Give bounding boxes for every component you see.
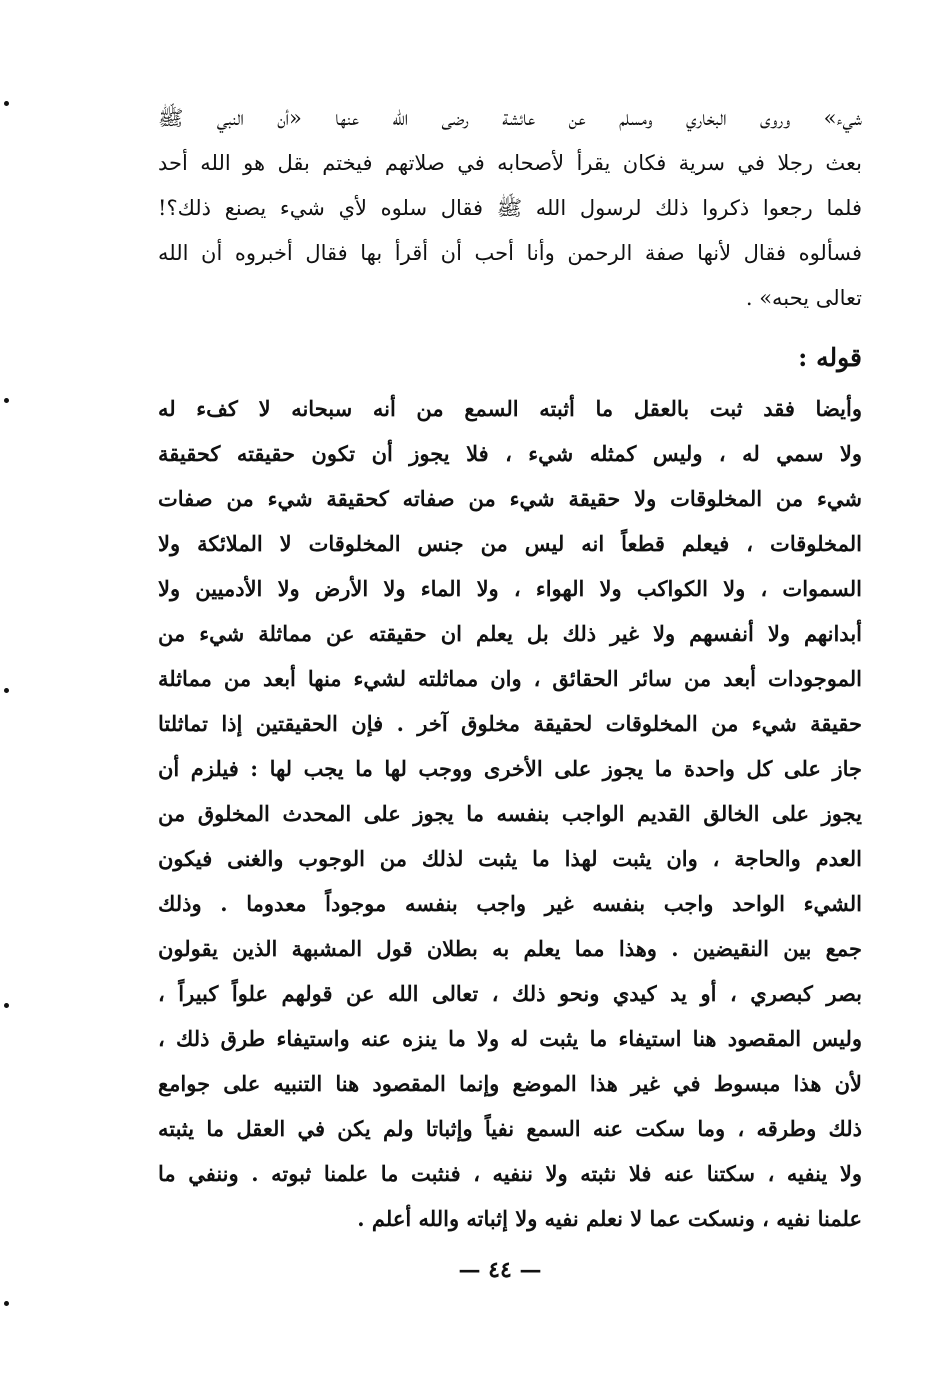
text-line: الموجودات أبعد من سائر الحقائق ، وان مماثلته لشيء منها أبعد من مماثلة [158,666,862,691]
text-line: المخلوقات ، فيعلم قطعاً انه ليس من جنس المخلوقات لا الملائكة ولا [158,531,862,556]
scan-speck [4,1301,9,1306]
text-line: حقيقة شيء من المخلوقات لحقيقة مخلوق آخر . فإن الحقيقتين إذا تماثلتا [158,711,862,736]
text-line: فسألوه فقال لأنها صفة الرحمن وأنا أحب أن أقرأ بها فقال أخبروه أن الله [158,241,862,265]
text-line: وأيضا فقد ثبت بالعقل ما أثبته السمع من أنه سبحانه لا كفء له [158,396,862,421]
scan-speck [4,1003,9,1008]
text-line: ولا سمي له ، وليس كمثله شيء ، فلا يجوز أن تكون حقيقته كحقيقة [158,441,862,466]
intro-paragraph [158,96,862,321]
text-line: بعث رجلا في سرية فكان يقرأ لأصحابه في صلاتهم فيختم بقل هو الله أحد [158,151,862,175]
text-line: بصر كبصري ، أو يد كيدي ونحو ذلك ، تعالى الله عن قولهم علواً كبيراً ، [158,981,862,1006]
text-line: جاز على كل واحدة ما يجوز على الأخرى ووجب لها ما يجب لها : فيلزم أن [158,756,862,781]
section-heading: قوله : [798,343,862,372]
text-line: أبدانهم ولا أنفسهم ولا غير ذلك بل يعلم ان حقيقته عن مماثلة شيء من [158,621,862,646]
text-line: ذلك وطرقه ، وما سكت عنه السمع نفياً وإثباتا ولم يكن في العقل ما يثبته [158,1116,862,1141]
text-line: يجوز على الخالق القديم الواجب بنفسه ما يجوز على المحدث المخلوق من [158,801,862,826]
text-line: السموات ، ولا الكواكب ولا الهواء ، ولا الماء ولا الأرض ولا الأدميين ولا [158,576,862,601]
main-paragraph [158,386,862,1241]
page-number: — ٤٤ — [458,1257,542,1283]
text-line: جمع بين النقيضين . وهذا مما يعلم به بطلان قول المشبهة الذين يقولون [158,936,862,961]
scan-speck [4,398,9,403]
text-line: ولا ينفيه ، سكتنا عنه فلا نثبته ولا ننفيه ، فنثبت ما علمنا ثبوته . وننفي ما [158,1161,862,1186]
text-line: شيء» وروى البخاري ومسلم عن عائشة رضى الله عنها «أن النبي ﷺ [158,106,862,130]
text-line: تعالى يحبه» . [745,286,862,310]
text-line: علمنا نفيه ، ونسكت عما لا نعلم نفيه ولا إثباته والله أعلم . [357,1206,862,1231]
text-line: شيء من المخلوقات ولا حقيقة شيء من صفاته كحقيقة شيء من صفات [158,486,862,511]
text-line: فلما رجعوا ذكروا ذلك لرسول الله ﷺ فقال سلوه لأي شيء يصنع ذلك؟! [158,196,862,220]
text-line: العدم والحاجة ، وان يثبت لهذا ما يثبت لذلك من الوجوب والغنى فيكون [158,846,862,871]
text-line: الشيء الواحد واجب بنفسه غير واجب بنفسه موجوداً معدوما . وذلك [158,891,862,916]
text-line: وليس المقصود هنا استيفاء ما يثبت له ولا ما ينزه عنه واستيفاء طرق ذلك ، [158,1026,862,1051]
scan-speck [4,101,9,106]
scan-speck [4,688,9,693]
text-line: لأن هذا مبسوط في غير هذا الموضع وإنما المقصود هنا التنبيه على جوامع [158,1071,862,1096]
